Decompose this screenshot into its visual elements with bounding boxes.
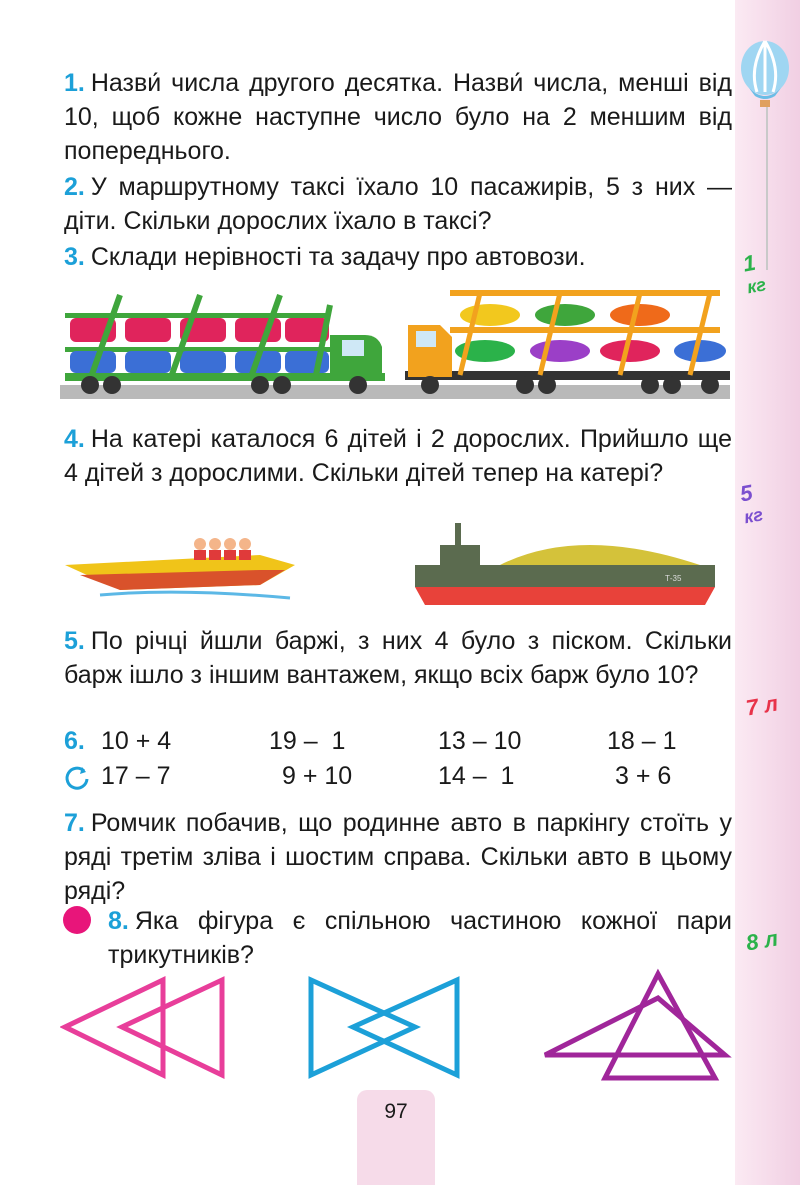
task-number: 3. [64, 243, 85, 271]
exercise-6-row-2 [64, 762, 732, 796]
task-8 [108, 904, 732, 972]
weight-5kg-label: 5 кг [737, 479, 765, 528]
task-7 [64, 806, 732, 908]
expression: 17 – 7 [101, 762, 171, 790]
task-number: 7. [64, 809, 85, 837]
task-number: 8. [108, 907, 129, 935]
triangle-pair-2 [305, 975, 465, 1085]
expression: 10 + 4 [101, 727, 172, 755]
difficulty-dot-icon [63, 906, 91, 934]
balloon-string [766, 100, 768, 270]
expression: 19 – 1 [269, 727, 346, 755]
task-2 [64, 170, 732, 238]
expression: 9 + 10 [282, 762, 353, 790]
barge-illustration [410, 515, 720, 610]
page-number: 97 [357, 1090, 435, 1185]
task-text: Склади нерівності та задачу про автовози. [90, 243, 586, 271]
task-number: 1. [64, 69, 85, 97]
triangle-pair-3 [540, 968, 735, 1083]
exercise-6-row-1 [64, 727, 732, 761]
task-number: 2. [64, 173, 85, 201]
expression: 3 + 6 [615, 762, 672, 790]
orange-car-carrier [405, 290, 730, 394]
task-text: На катері каталося 6 дітей і 2 дорослих. Прийшло ще 4 дітей з дорослими. Скільки дітей тепер на катері? [64, 425, 732, 487]
task-text: Назви́ числа другого десятка. Назви́ числа, менші від 10, щоб кожне наступне число було на 2 меншим від попереднього. [64, 69, 732, 165]
task-text: У маршрутному таксі їхало 10 пасажирів, 5 з них — діти. Скільки дорослих їхало в таксі? [64, 173, 732, 235]
task-5 [64, 624, 732, 692]
task-3 [64, 240, 732, 274]
task-number: 6. [64, 727, 85, 755]
expression: 18 – 1 [607, 727, 677, 755]
hot-air-balloon-icon [735, 40, 795, 110]
expression: 13 – 10 [438, 727, 522, 755]
barge-label: Т-35 [665, 574, 682, 583]
task-text: По річці йшли баржі, з них 4 було з піском. Скільки барж ішло з іншим вантажем, якщо всіх барж було 10? [64, 627, 732, 689]
expression: 14 – 1 [438, 762, 515, 790]
car-carriers-illustration [60, 285, 730, 405]
weight-1kg-label: 1 кг [740, 249, 768, 298]
task-4 [64, 422, 732, 490]
task-number: 5. [64, 627, 85, 655]
task-text: Яка фігура є спільною частиною кожної пари трикутників? [108, 907, 732, 969]
task-1 [64, 66, 732, 168]
task-text: Ромчик побачив, що родинне авто в паркінгу стоїть у ряді третім зліва і шостим справа. Скільки авто в цьому ряді? [64, 809, 732, 905]
volume-8l-label: 8 л [743, 925, 780, 956]
green-car-carrier [65, 295, 385, 394]
task-number: 4. [64, 425, 85, 453]
triangle-pair-1 [60, 975, 230, 1085]
motorboat-illustration [60, 530, 300, 605]
self-check-icon [64, 765, 90, 791]
volume-7l-label: 7 л [743, 690, 780, 721]
